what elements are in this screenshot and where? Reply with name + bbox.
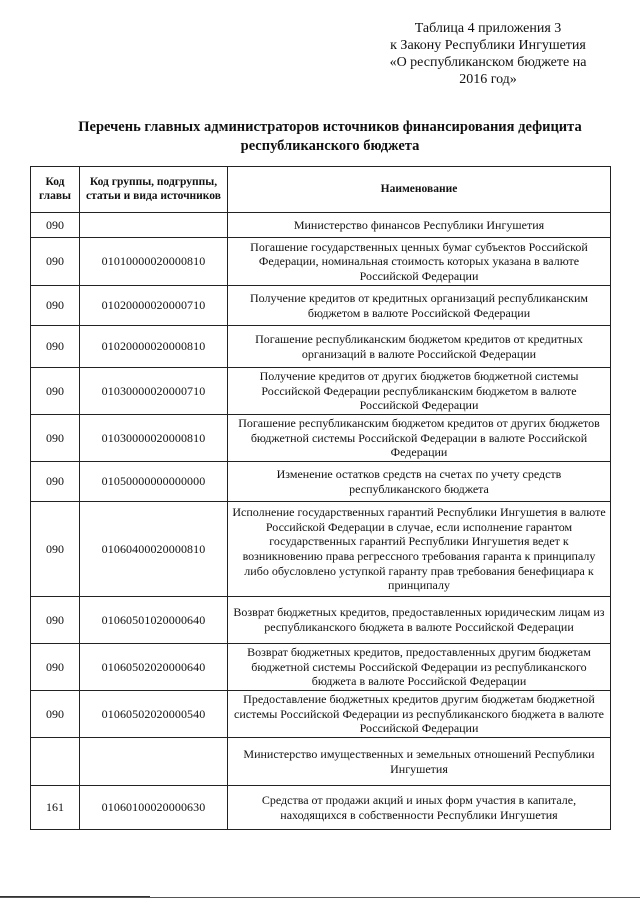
document-title-line: республиканского бюджета	[240, 138, 420, 154]
header-name: Наименование	[228, 167, 611, 213]
chapter-code-cell: 090	[31, 368, 80, 415]
name-cell: Погашение республиканским бюджетом кредитов от кредитных организаций в валюте Российской Федерации	[228, 326, 611, 368]
source-code-cell: 01010000020000810	[80, 238, 228, 286]
chapter-code-cell: 090	[31, 415, 80, 462]
name-cell: Предоставление бюджетных кредитов другим бюджетам бюджетной системы Российской Федерации из республиканского бюджета в валюте Российской Федерации	[228, 691, 611, 738]
table-row	[31, 326, 611, 368]
appendix-header	[368, 20, 608, 88]
header-source-code: Код группы, подгруппы, статьи и вида источников	[80, 167, 228, 213]
document-title-line: Перечень главных администраторов источников финансирования дефицита	[78, 119, 582, 135]
name-cell: Министерство финансов Республики Ингушетия	[228, 213, 611, 238]
name-cell: Изменение остатков средств на счетах по учету средств республиканского бюджета	[228, 462, 611, 502]
source-code-cell	[80, 738, 228, 786]
table-row	[31, 368, 611, 415]
table-row	[31, 502, 611, 597]
name-cell: Исполнение государственных гарантий Республики Ингушетия в валюте Российской Федерации в случае, если исполнение гарантом государственных гарантий Республики Ингушетия ведет к возникновению права регрессного требования гаранта к принципалу либо обусловлено уступкой гаранту прав требования бенефициара к принципалу	[228, 502, 611, 597]
chapter-code-cell: 090	[31, 213, 80, 238]
table-row	[31, 286, 611, 326]
scan-edge-line	[0, 897, 640, 898]
name-cell: Погашение государственных ценных бумаг субъектов Российской Федерации, номинальная стоимость которых указана в валюте Российской Федерации	[228, 238, 611, 286]
chapter-code-cell: 090	[31, 326, 80, 368]
chapter-code-cell: 090	[31, 644, 80, 691]
name-cell: Получение кредитов от других бюджетов бюджетной системы Российской Федерации республиканским бюджетом в валюте Российской Федерации	[228, 368, 611, 415]
source-code-cell: 01060502020000540	[80, 691, 228, 738]
source-code-cell: 01060501020000640	[80, 597, 228, 644]
table-row	[31, 238, 611, 286]
name-cell: Получение кредитов от кредитных организаций республиканским бюджетом в валюте Российской Федерации	[228, 286, 611, 326]
name-cell: Средства от продажи акций и иных форм участия в капитале, находящихся в собственности Республики Ингушетия	[228, 786, 611, 830]
source-code-cell: 01060400020000810	[80, 502, 228, 597]
table-row	[31, 597, 611, 644]
chapter-code-cell: 161	[31, 786, 80, 830]
name-cell: Погашение республиканским бюджетом кредитов от других бюджетов бюджетной системы Российской Федерации в валюте Российской Федерации	[228, 415, 611, 462]
administrators-table	[30, 166, 611, 830]
table-row	[31, 213, 611, 238]
name-cell: Возврат бюджетных кредитов, предоставленных юридическим лицам из республиканского бюджета в валюте Российской Федерации	[228, 597, 611, 644]
source-code-cell: 01030000020000710	[80, 368, 228, 415]
chapter-code-cell	[31, 738, 80, 786]
table-row	[31, 786, 611, 830]
table-row	[31, 691, 611, 738]
source-code-cell: 01020000020000710	[80, 286, 228, 326]
source-code-cell: 01060502020000640	[80, 644, 228, 691]
source-code-cell: 01050000000000000	[80, 462, 228, 502]
appendix-header-line: «О республиканском бюджете на	[389, 55, 587, 70]
appendix-header-line: Таблица 4 приложения 3	[414, 21, 562, 36]
table-header-row	[31, 167, 611, 213]
source-code-cell	[80, 213, 228, 238]
chapter-code-cell: 090	[31, 502, 80, 597]
header-chapter-code: Код главы	[31, 167, 80, 213]
chapter-code-cell: 090	[31, 691, 80, 738]
chapter-code-cell: 090	[31, 462, 80, 502]
appendix-header-line: 2016 год»	[459, 72, 517, 87]
chapter-code-cell: 090	[31, 286, 80, 326]
chapter-code-cell: 090	[31, 597, 80, 644]
appendix-header-line: к Закону Республики Ингушетия	[390, 38, 586, 53]
table-row	[31, 644, 611, 691]
table-row	[31, 415, 611, 462]
name-cell: Возврат бюджетных кредитов, предоставленных другим бюджетам бюджетной системы Российской Федерации из республиканского бюджета в валюте Российской Федерации	[228, 644, 611, 691]
source-code-cell: 01020000020000810	[80, 326, 228, 368]
source-code-cell: 01030000020000810	[80, 415, 228, 462]
chapter-code-cell: 090	[31, 238, 80, 286]
document-title	[40, 118, 620, 156]
source-code-cell: 01060100020000630	[80, 786, 228, 830]
table-row	[31, 738, 611, 786]
table-row	[31, 462, 611, 502]
name-cell: Министерство имущественных и земельных отношений Республики Ингушетия	[228, 738, 611, 786]
